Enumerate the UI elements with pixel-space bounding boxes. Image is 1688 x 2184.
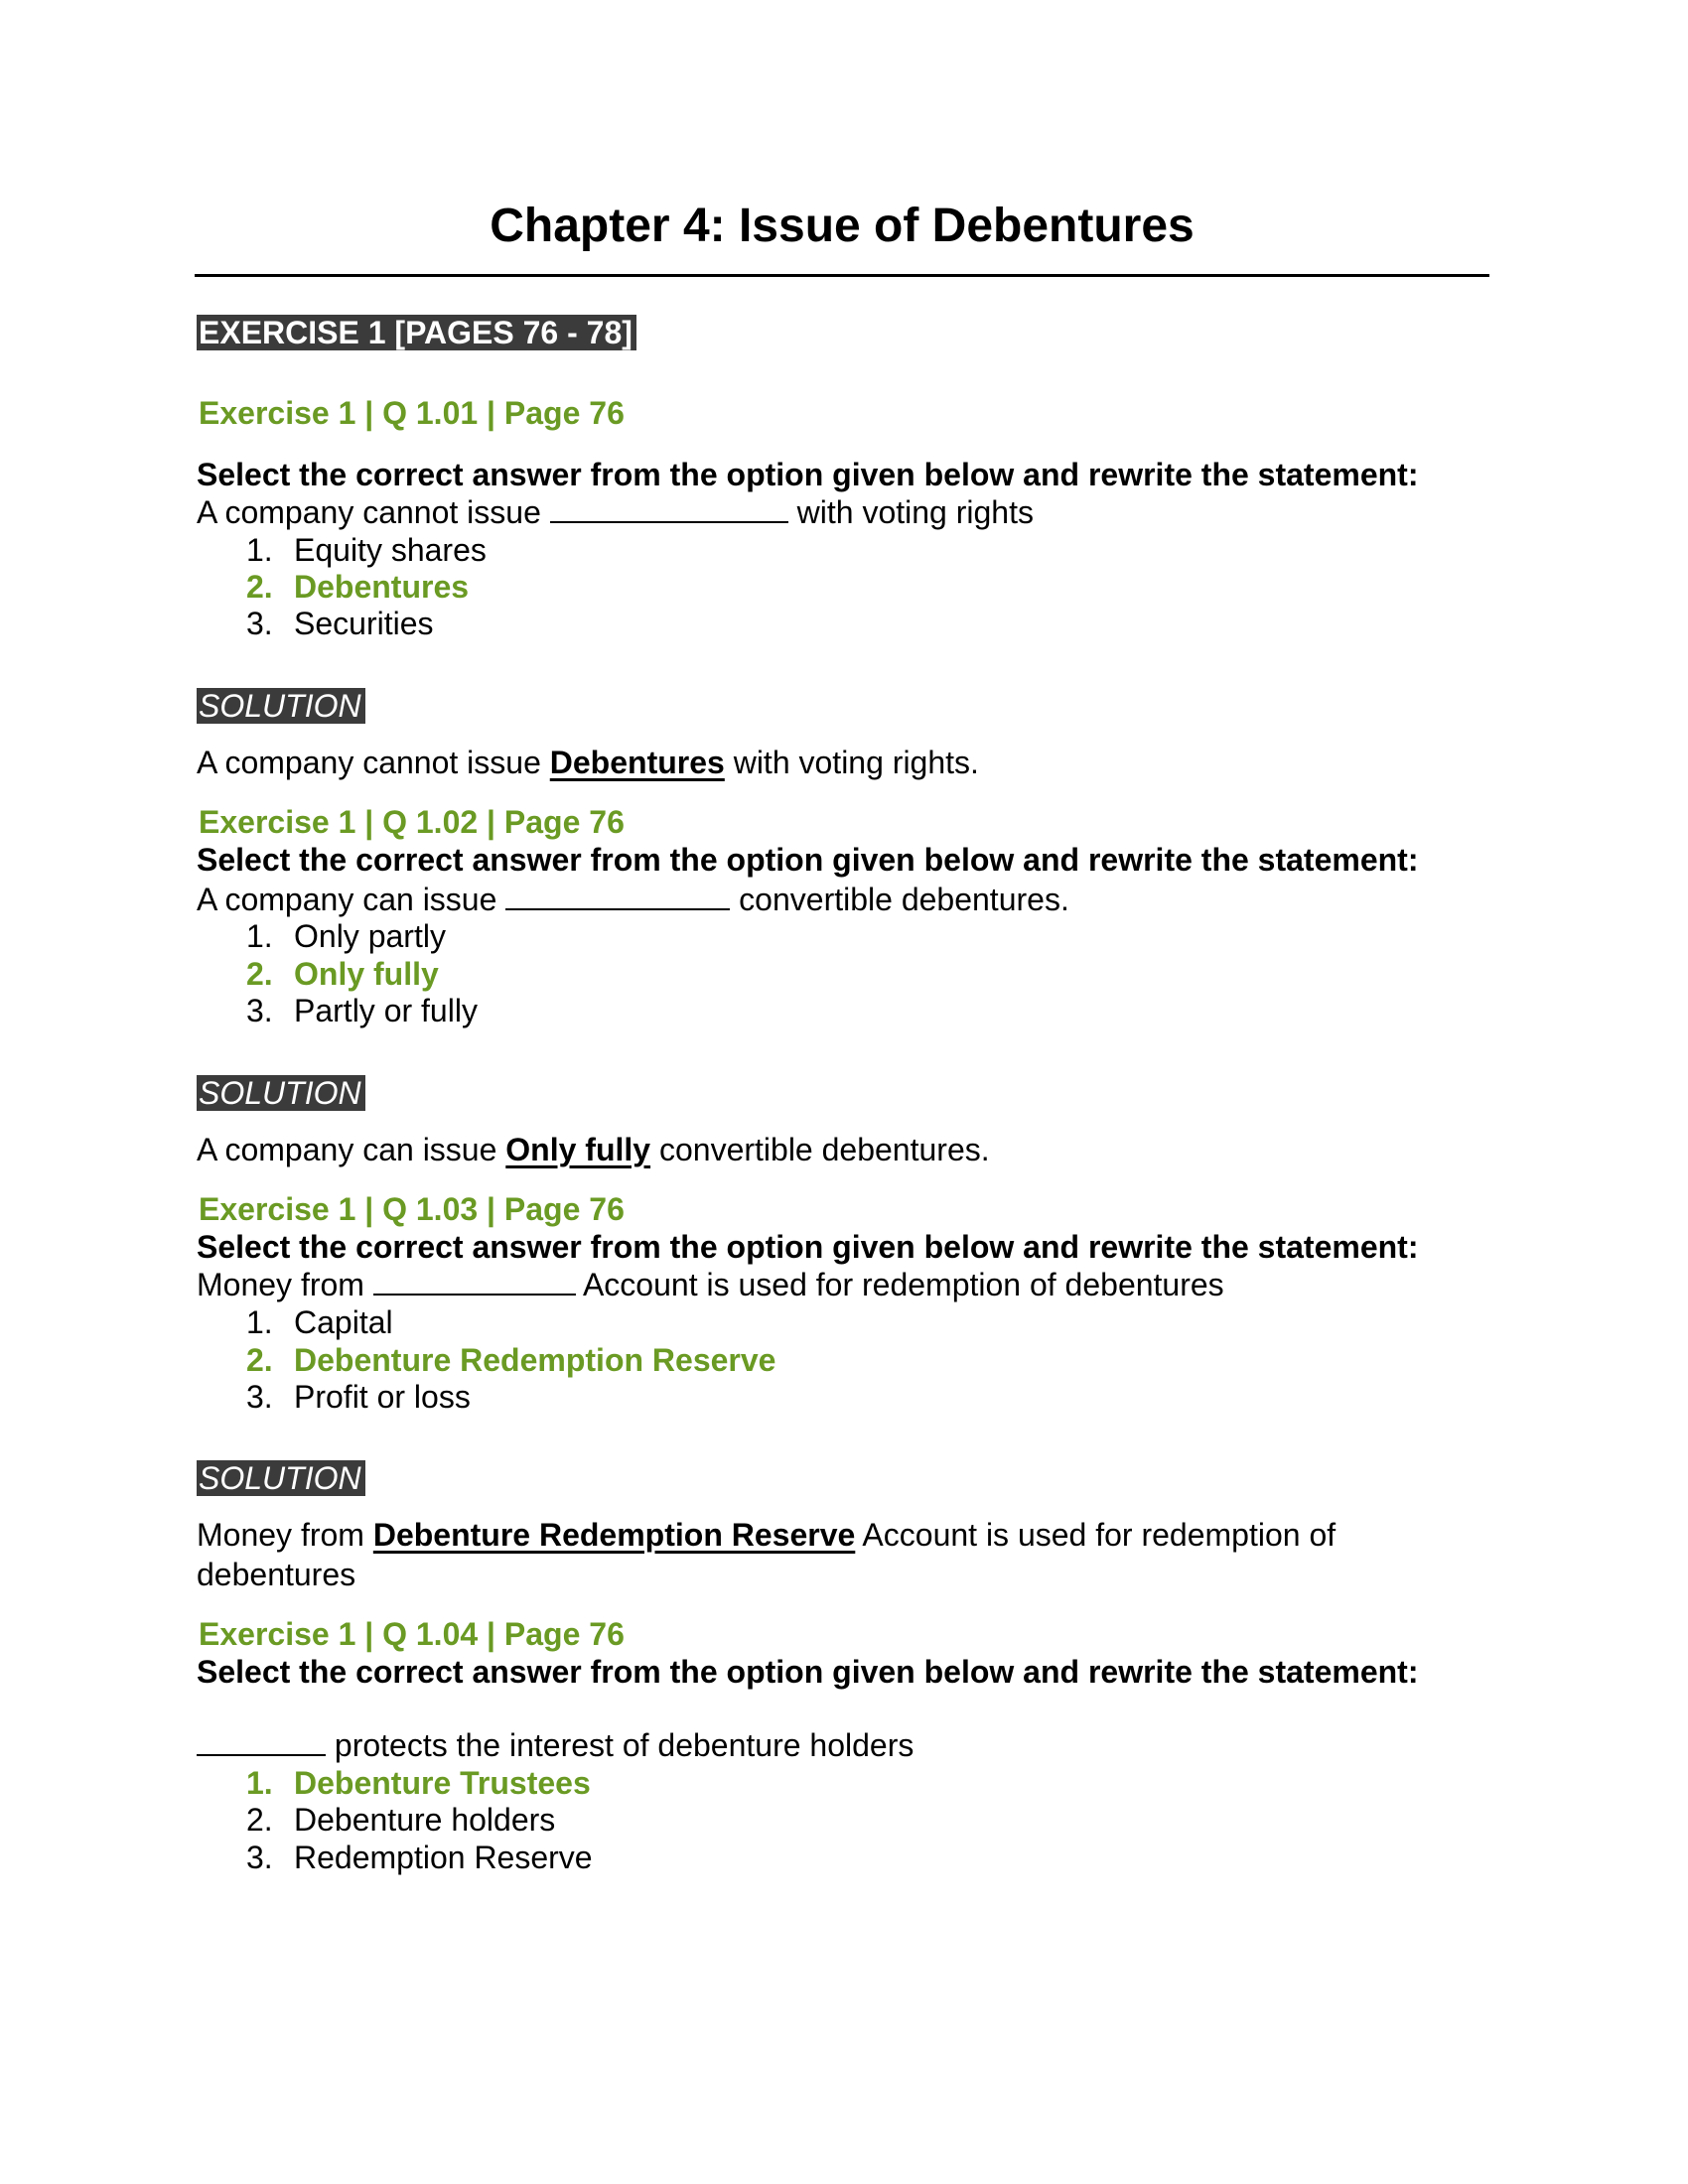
option-text: Partly or fully [294,993,478,1028]
question-3-option-3 [246,1377,471,1417]
option-number: 3. [246,606,273,641]
question-2-solution-label [197,1074,365,1112]
question-2-instruction: Select the correct answer from the option given below and rewrite the statement: [197,842,1419,878]
question-4-option-3 [246,1838,593,1877]
stem-after: convertible debentures. [739,882,1069,917]
question-3-option-2-correct [246,1340,775,1380]
solution-label: SOLUTION [197,1075,365,1111]
option-text: Debentures [294,569,470,605]
question-2-heading: Exercise 1 | Q 1.02 | Page 76 [199,804,625,840]
question-3-heading: Exercise 1 | Q 1.03 | Page 76 [199,1191,625,1227]
option-number: 1. [246,1304,273,1340]
question-3-option-1 [246,1302,393,1342]
stem-before: A company cannot issue [197,494,541,530]
option-number: 3. [246,1840,273,1875]
option-number: 2. [246,956,273,992]
solution-after: with voting rights. [733,745,979,780]
option-number: 1. [246,918,273,954]
question-1-stem [197,492,1034,532]
question-3-instruction: Select the correct answer from the option given below and rewrite the statement: [197,1229,1419,1265]
option-number: 2. [246,569,273,605]
option-text: Redemption Reserve [294,1840,593,1875]
question-1-instruction: Select the correct answer from the option given below and rewrite the statement: [197,457,1419,492]
question-2-solution [197,1130,990,1169]
answer-blank [373,1266,576,1296]
option-number: 2. [246,1802,273,1838]
option-text: Equity shares [294,532,487,568]
option-number: 1. [246,532,273,568]
solution-after: Account is used for redemption of [862,1517,1336,1553]
stem-after: with voting rights [796,494,1034,530]
option-text: Debenture Redemption Reserve [294,1342,776,1378]
solution-answer: Only fully [505,1132,651,1167]
question-3-solution-line-2: debentures [197,1557,356,1592]
question-4-option-1-correct [246,1763,591,1803]
stem-after: Account is used for redemption of debentures [582,1267,1224,1302]
solution-answer: Debenture Redemption Reserve [372,1517,856,1553]
question-3-solution [197,1515,1336,1555]
option-text: Capital [294,1304,393,1340]
question-1-solution [197,743,979,782]
question-2-option-1 [246,916,446,956]
question-1-option-3 [246,604,434,643]
option-number: 3. [246,993,273,1028]
question-2-option-3 [246,991,478,1030]
solution-answer: Debentures [549,745,725,780]
answer-blank [550,493,788,523]
title-rule [195,274,1489,277]
option-text: Debenture Trustees [294,1765,591,1801]
option-text: Only fully [294,956,439,992]
solution-before: A company can issue [197,1132,497,1167]
answer-blank [197,1726,326,1756]
exercise-banner-label: EXERCISE 1 [PAGES 76 - 78] [197,315,636,350]
solution-before: Money from [197,1517,364,1553]
option-number: 1. [246,1765,273,1801]
question-4-stem [197,1725,914,1765]
exercise-banner [197,314,636,351]
option-text: Securities [294,606,434,641]
question-4-instruction: Select the correct answer from the option given below and rewrite the statement: [197,1654,1419,1690]
page-title: Chapter 4: Issue of Debentures [490,200,1195,252]
question-3-solution-label [197,1459,365,1497]
question-2-option-2-correct [246,954,439,994]
option-number: 3. [246,1379,273,1415]
stem-after: protects the interest of debenture holders [334,1727,914,1763]
option-text: Only partly [294,918,446,954]
answer-blank [505,881,730,910]
stem-before: Money from [197,1267,364,1302]
option-number: 2. [246,1342,273,1378]
option-text: Profit or loss [294,1379,471,1415]
question-4-heading: Exercise 1 | Q 1.04 | Page 76 [199,1616,625,1652]
question-2-stem [197,880,1069,919]
question-1-heading: Exercise 1 | Q 1.01 | Page 76 [199,395,625,431]
stem-before: A company can issue [197,882,497,917]
question-1-solution-label [197,687,365,725]
solution-after: convertible debentures. [658,1132,990,1167]
solution-label: SOLUTION [197,688,365,724]
question-4-option-2 [246,1800,555,1840]
solution-before: A company cannot issue [197,745,541,780]
question-1-option-1 [246,530,487,570]
question-3-stem [197,1265,1224,1304]
question-1-option-2-correct [246,567,469,607]
option-text: Debenture holders [294,1802,556,1838]
solution-label: SOLUTION [197,1460,365,1496]
